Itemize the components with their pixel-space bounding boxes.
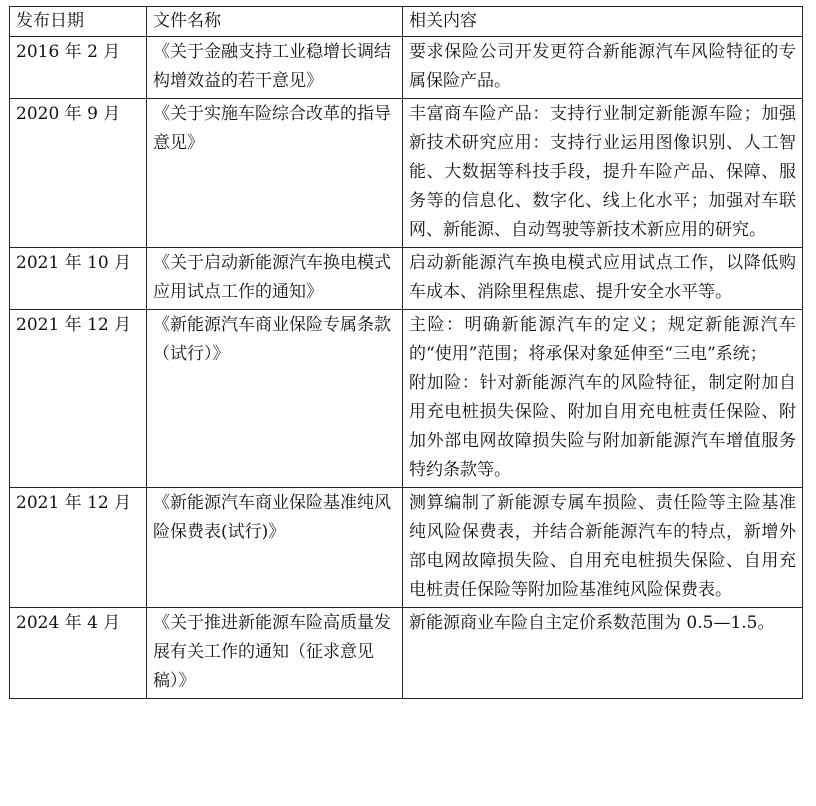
row-content	[403, 248, 803, 310]
content-paragraph-main: 主险：明确新能源汽车的定义；规定新能源汽车的“使用”范围；将承保对象延伸至“三电”系统；	[409, 315, 796, 364]
row-content	[403, 37, 803, 99]
row-title: 《关于实施车险综合改革的指导意见》	[147, 99, 403, 248]
row-content	[403, 99, 803, 248]
header-title: 文件名称	[147, 7, 403, 37]
header-row	[10, 7, 803, 37]
row-date: 2021 年 12 月	[10, 488, 147, 608]
row-title: 《关于金融支持工业稳增长调结构增效益的若干意见》	[147, 37, 403, 99]
table-row	[10, 248, 803, 310]
row-date: 2016 年 2 月	[10, 37, 147, 99]
row-title: 《新能源汽车商业保险专属条款（试行）》	[147, 310, 403, 488]
row-date: 2024 年 4 月	[10, 608, 147, 699]
table-row	[10, 99, 803, 248]
table-row	[10, 608, 803, 699]
row-date: 2021 年 12 月	[10, 310, 147, 488]
content-paragraph: 启动新能源汽车换电模式应用试点工作，以降低购车成本、消除里程焦虑、提升安全水平等。	[409, 253, 796, 302]
table-row	[10, 488, 803, 608]
row-content	[403, 310, 803, 488]
row-date: 2021 年 10 月	[10, 248, 147, 310]
content-paragraph: 要求保险公司开发更符合新能源汽车风险特征的专属保险产品。	[409, 42, 796, 91]
content-paragraph: 丰富商车险产品：支持行业制定新能源车险；加强新技术研究应用：支持行业运用图像识别、人工智能、大数据等科技手段，提升车险产品、保障、服务等的信息化、数字化、线上化水平；加强对车联网、新能源、自动驾驶等新技术新应用的研究。	[409, 104, 796, 240]
content-paragraph: 新能源商业车险自主定价系数范围为 0.5—1.5。	[409, 613, 775, 633]
header-date: 发布日期	[10, 7, 147, 37]
row-date: 2020 年 9 月	[10, 99, 147, 248]
row-title: 《关于推进新能源车险高质量发展有关工作的通知（征求意见稿）》	[147, 608, 403, 699]
row-content	[403, 488, 803, 608]
content-paragraph-additional: 附加险：针对新能源汽车的风险特征，制定附加自用充电桩损失保险、附加自用充电桩责任保险、附加外部电网故障损失险与附加新能源汽车增值服务特约条款等。	[409, 373, 796, 480]
row-title: 《关于启动新能源汽车换电模式应用试点工作的通知》	[147, 248, 403, 310]
table-row	[10, 310, 803, 488]
content-paragraph: 测算编制了新能源专属车损险、责任险等主险基准纯风险保费表，并结合新能源汽车的特点，新增外部电网故障损失险、自用充电桩损失保险、自用充电桩责任保险等附加险基准纯风险保费表。	[409, 493, 796, 600]
table-row	[10, 37, 803, 99]
policy-table	[9, 6, 803, 699]
header-content: 相关内容	[403, 7, 803, 37]
row-title: 《新能源汽车商业保险基准纯风险保费表(试行)》	[147, 488, 403, 608]
row-content	[403, 608, 803, 699]
